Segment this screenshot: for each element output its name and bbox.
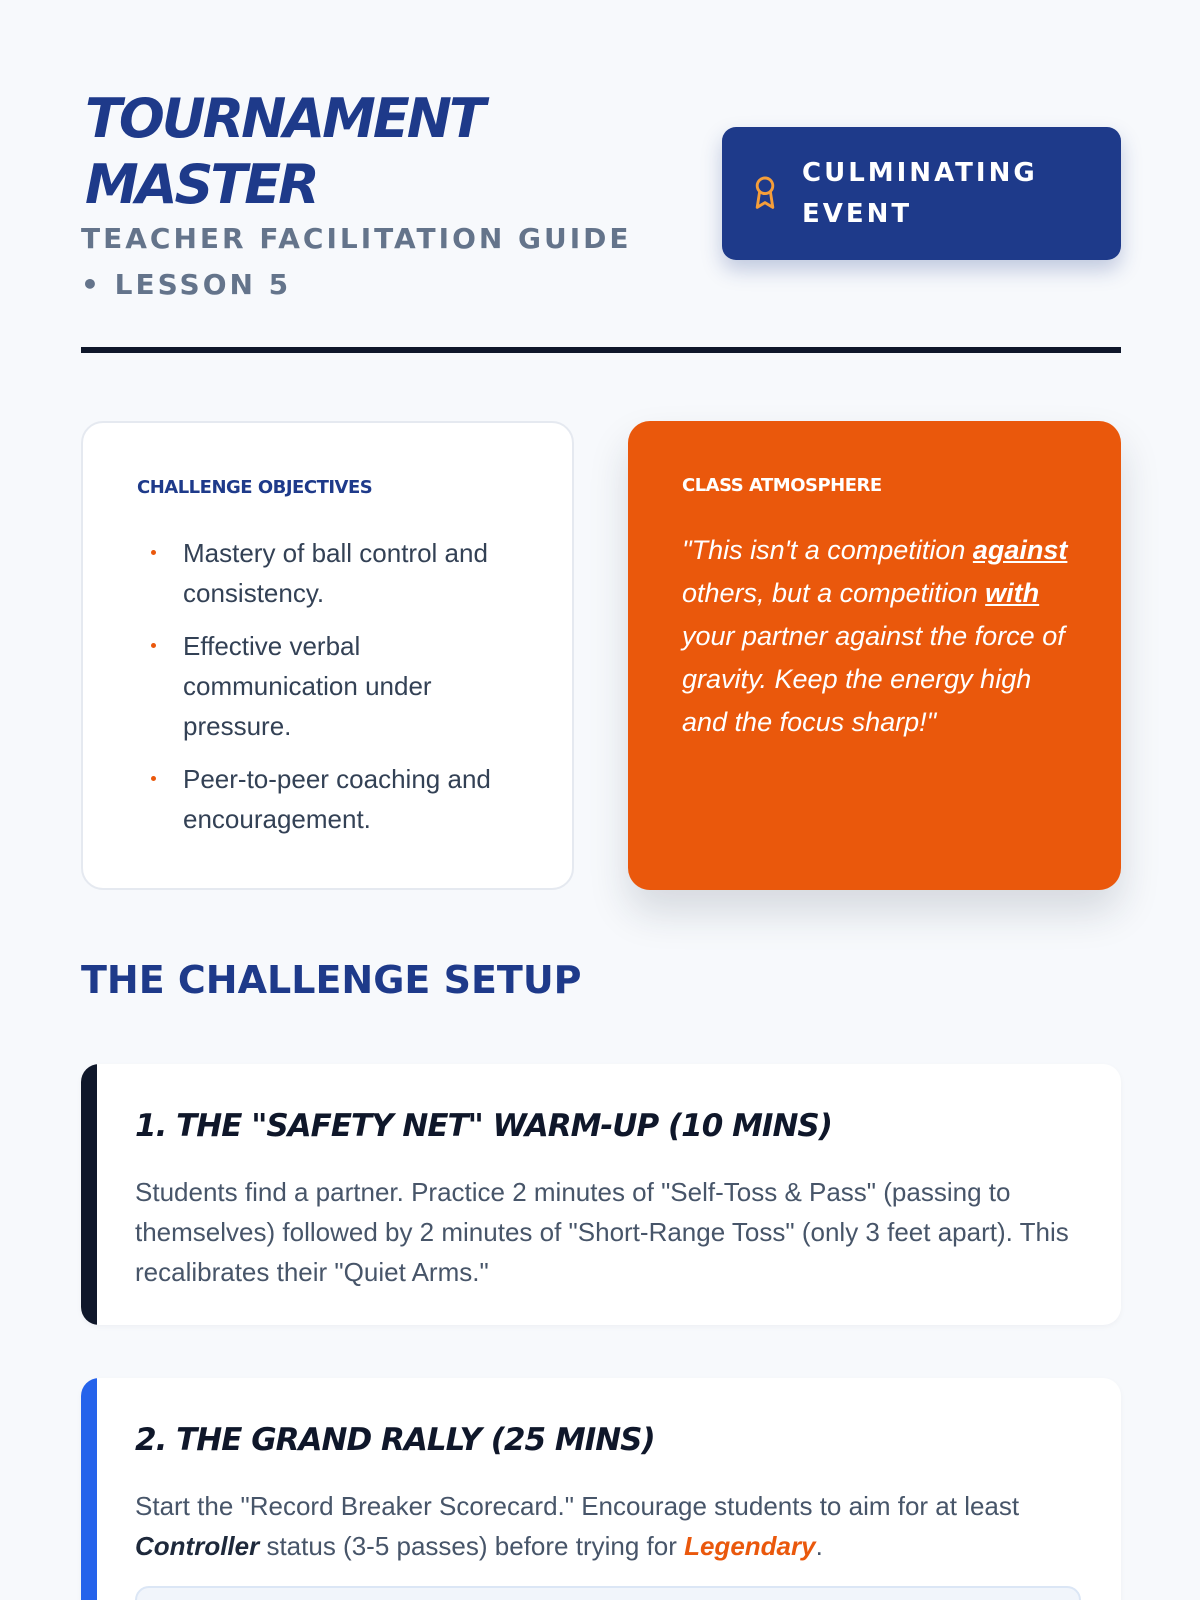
objective-text: Peer-to-peer coaching and encouragement. [183,764,491,834]
culminating-event-badge [722,127,1121,260]
objective-text: Mastery of ball control and consistency. [183,538,488,608]
header-divider [81,347,1121,353]
page-title: TOURNAMENT MASTER [85,87,483,216]
scorecard-box [135,1586,1081,1600]
step-title: 1. THE "SAFETY NET" WARM-UP (10 MINS) [135,1108,832,1144]
step-title: 2. THE GRAND RALLY (25 MINS) [135,1422,655,1458]
objectives-label: CHALLENGE OBJECTIVES [137,477,373,498]
step-body: Students find a partner. Practice 2 minutes of "Self-Toss & Pass" (passing to themselves) followed by 2 minutes of "Short-Range Toss" (only 3 feet apart). This recalibrates their "Quiet Arms." [135,1177,1069,1287]
step-card [81,1378,1121,1600]
section-title: THE CHALLENGE SETUP [81,958,582,1002]
step-text: . [815,1531,823,1561]
list-item [137,626,537,746]
bullet-dot-icon [151,643,156,648]
quote-text: "This isn't a competition [682,535,973,565]
challenge-objectives-card [81,421,574,890]
list-item [137,533,537,613]
atmosphere-quote [682,529,1072,744]
class-atmosphere-card [628,421,1121,890]
step-body [135,1486,1075,1566]
bullet-dot-icon [151,550,156,555]
award-ribbon-icon [750,175,780,211]
page-subtitle: TEACHER FACILITATION GUIDE • LESSON 5 [81,222,632,301]
step-text: status (3-5 passes) before trying for [259,1531,685,1561]
step-accent-bar [81,1064,97,1325]
quote-text: your partner against the force of gravity. Keep the energy high and the focus sharp!" [682,621,1065,737]
quote-emphasis: against [972,535,1068,565]
atmosphere-label: CLASS ATMOSPHERE [682,475,882,496]
bullet-dot-icon [151,776,156,781]
step-accent-bar [81,1378,97,1600]
objectives-list [137,533,537,852]
facilitation-guide-page [81,0,1121,1561]
list-item [137,759,537,839]
tier-controller: Controller [135,1531,260,1561]
step-text: Start the "Record Breaker Scorecard." Encourage students to aim for at least [135,1491,1020,1521]
page-header [81,0,1121,356]
tier-legendary: Legendary [684,1531,816,1561]
step-card [81,1064,1121,1325]
objective-text: Effective verbal communication under pressure. [183,631,432,741]
quote-text: others, but a competition [682,578,986,608]
badge-label: CULMINATING EVENT [802,158,1038,229]
quote-emphasis: with [985,578,1040,608]
